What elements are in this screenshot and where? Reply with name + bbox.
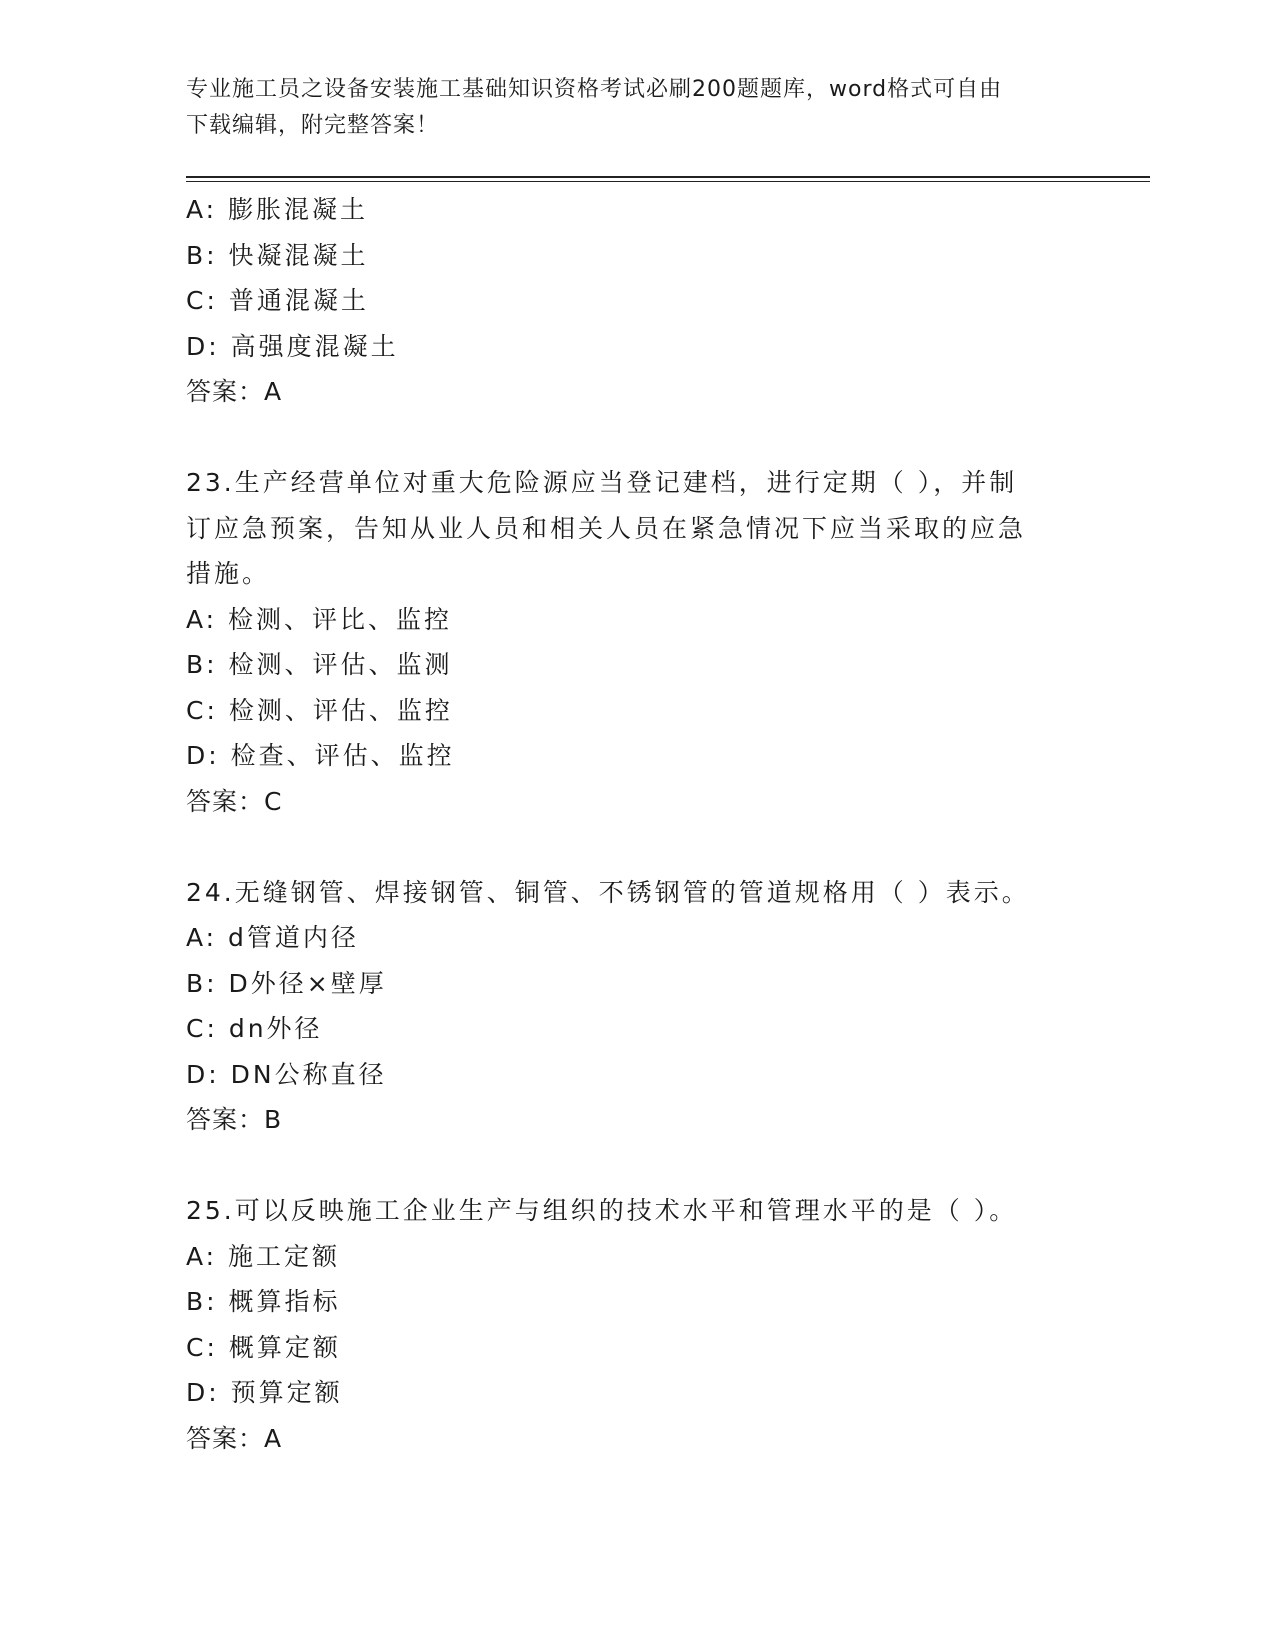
option-b: B: 快凝混凝土: [186, 240, 369, 270]
question-text-line: 24.无缝钢管、焊接钢管、铜管、不锈钢管的管道规格用（ ）表示。: [186, 877, 1030, 907]
header-divider: [186, 176, 1150, 182]
question-text-line: 措施。: [186, 559, 271, 588]
document-header: [186, 72, 1066, 144]
question-23: [186, 460, 1086, 824]
option-b: B: 检测、评估、监测: [186, 650, 453, 679]
option-a: A: 检测、评比、监控: [186, 604, 453, 634]
spacer: [186, 415, 1086, 461]
option-b: B: 概算指标: [186, 1287, 341, 1316]
answer: 答案：B: [186, 1105, 283, 1134]
question-list: [186, 187, 1086, 1461]
option-a: A: 膨胀混凝土: [186, 195, 369, 224]
answer: 答案：A: [186, 377, 283, 406]
option-d: D: 高强度混凝土: [186, 331, 399, 361]
option-a: A: 施工定额: [186, 1241, 341, 1271]
header-line-1: 专业施工员之设备安装施工基础知识资格考试必刷200题题库，word格式可自由: [186, 77, 1003, 102]
answer: 答案：C: [186, 786, 283, 816]
option-d: D: 检查、评估、监控: [186, 741, 455, 770]
question-text-line: 订应急预案，告知从业人员和相关人员在紧急情况下应当采取的应急: [186, 513, 1027, 543]
option-b: B: D外径×壁厚: [186, 968, 387, 998]
question-25: [186, 1188, 1086, 1461]
option-a: A: d管道内径: [186, 923, 359, 952]
option-c: C: 普通混凝土: [186, 286, 369, 315]
option-d: D: DN公称直径: [186, 1059, 387, 1089]
spacer: [186, 824, 1086, 870]
question-text-line: 23.生产经营单位对重大危险源应当登记建档，进行定期（ ），并制: [186, 468, 1018, 497]
spacer: [186, 1143, 1086, 1189]
question-22: [186, 187, 1086, 415]
question-24: [186, 870, 1086, 1143]
header-line-2: 下载编辑，附完整答案！: [186, 113, 440, 138]
option-c: C: 检测、评估、监控: [186, 695, 453, 725]
option-d: D: 预算定额: [186, 1378, 343, 1407]
answer: 答案：A: [186, 1423, 283, 1453]
option-c: C: dn外径: [186, 1014, 323, 1043]
option-c: C: 概算定额: [186, 1332, 341, 1362]
question-text-line: 25.可以反映施工企业生产与组织的技术水平和管理水平的是（ ）。: [186, 1196, 1018, 1225]
